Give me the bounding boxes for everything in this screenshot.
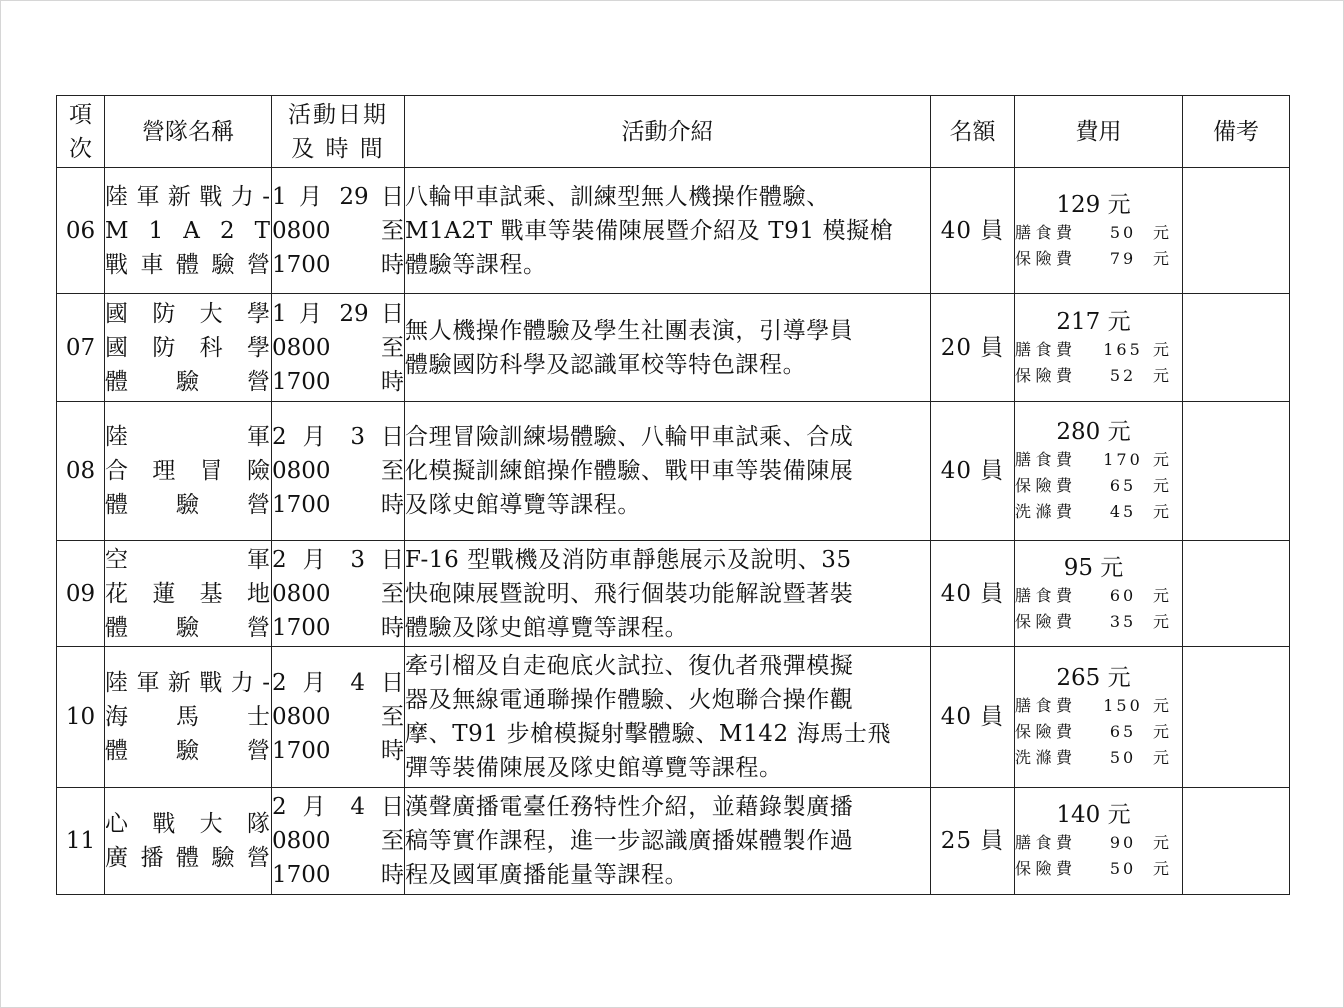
- fee-breakdown-line: [1015, 609, 1182, 635]
- camp-name-line: 國防大學: [105, 300, 271, 327]
- fee-breakdown-line: [1015, 363, 1182, 389]
- camp-name-line: 空 軍: [105, 546, 271, 573]
- camp-name-line: 體 驗 營: [105, 492, 271, 518]
- camp-name-line: 陸軍新戰力-: [105, 670, 271, 696]
- fee-label: 膳食費: [1015, 833, 1077, 852]
- fee-breakdown-line: [1015, 583, 1182, 609]
- fee-label: 保險費: [1015, 859, 1077, 878]
- header-date-line: 活動日期: [288, 101, 388, 128]
- date-time-line: 1700 時: [272, 492, 404, 518]
- remark-cell: [1183, 402, 1290, 541]
- description-line: 及隊史館導覽等課程。: [405, 492, 641, 518]
- table-row: [57, 168, 1290, 294]
- quota-cell: 40 員: [931, 541, 1015, 647]
- camp-name-cell: [105, 294, 272, 402]
- fee-total: 129 元: [1056, 191, 1131, 218]
- description-cell: [405, 168, 931, 294]
- fee-breakdown-line: [1015, 337, 1182, 363]
- quota-cell: 25 員: [931, 788, 1015, 895]
- fee-amount: 60: [1109, 585, 1137, 605]
- fee-cell: [1015, 788, 1183, 895]
- fee-label: 保險費: [1015, 365, 1077, 385]
- fee-breakdown-line: [1015, 856, 1182, 882]
- fee-label: 膳食費: [1015, 696, 1077, 715]
- description-cell: [405, 788, 931, 895]
- table-row: [57, 788, 1290, 895]
- date-time-line: 0800 至: [272, 580, 404, 607]
- description-line: 牽引榴及自走砲底火試拉、復仇者飛彈模擬: [405, 653, 854, 679]
- row-item-number: 10: [57, 647, 105, 788]
- date-time-line: 2 月 3 日: [272, 424, 404, 450]
- fee-label: 膳食費: [1015, 450, 1077, 469]
- description-line: 無人機操作體驗及學生社團表演，引導學員: [405, 317, 854, 344]
- camp-name-line: 陸 軍: [105, 424, 271, 450]
- date-time-cell: [272, 402, 405, 541]
- date-time-line: 1700 時: [272, 368, 404, 395]
- camp-name-line: 體 驗 營: [105, 368, 271, 395]
- fee-label: 洗滌費: [1015, 502, 1077, 521]
- table-body: [57, 168, 1290, 895]
- fee-amount: 90: [1109, 833, 1137, 852]
- description-line: 體驗及隊史館導覽等課程。: [405, 614, 689, 641]
- fee-amount: 52: [1109, 365, 1137, 385]
- table-row: [57, 541, 1290, 647]
- date-time-cell: [272, 541, 405, 647]
- description-line: F-16 型戰機及消防車靜態展示及說明、35: [405, 546, 852, 573]
- remark-cell: [1183, 647, 1290, 788]
- date-time-line: 1700 時: [272, 862, 404, 888]
- header-remark: 備考: [1183, 96, 1290, 168]
- date-time-line: 0800 至: [272, 334, 404, 361]
- description-line: 八輪甲車試乘、訓練型無人機操作體驗、: [405, 183, 830, 210]
- header-row: [57, 96, 1290, 168]
- fee-label: 膳食費: [1015, 222, 1077, 242]
- camp-name-line: 廣播體驗營: [105, 845, 271, 871]
- description-cell: [405, 294, 931, 402]
- header-item-no: [57, 96, 105, 168]
- camp-name-line: 體 驗 營: [105, 738, 271, 764]
- fee-unit: 元: [1153, 222, 1174, 242]
- camp-name-cell: [105, 402, 272, 541]
- fee-amount: 50: [1109, 748, 1137, 767]
- header-quota: 名額: [931, 96, 1015, 168]
- fee-total: 265 元: [1056, 665, 1131, 691]
- table-row: [57, 294, 1290, 402]
- description-line: 彈等裝備陳展及隊史館導覽等課程。: [405, 755, 783, 781]
- header-camp-name: 營隊名稱: [105, 96, 272, 168]
- remark-cell: [1183, 294, 1290, 402]
- row-item-number: 11: [57, 788, 105, 895]
- row-item-number: 06: [57, 168, 105, 294]
- description-line: 化模擬訓練館操作體驗、戰甲車等裝備陳展: [405, 458, 854, 484]
- fee-amount: 45: [1109, 502, 1137, 521]
- fee-cell: [1015, 402, 1183, 541]
- fee-breakdown-line: [1015, 693, 1182, 719]
- quota-cell: 40 員: [931, 168, 1015, 294]
- fee-amount: 50: [1109, 859, 1137, 878]
- table-row: [57, 647, 1290, 788]
- fee-unit: 元: [1153, 502, 1174, 521]
- fee-label: 保險費: [1015, 611, 1077, 631]
- date-time-line: 0800 至: [272, 458, 404, 484]
- fee-total: 217 元: [1056, 308, 1131, 335]
- date-time-line: 2 月 4 日: [272, 670, 404, 696]
- description-line: 體驗國防科學及認識軍校等特色課程。: [405, 351, 807, 378]
- camp-name-line: 花蓮基地: [105, 580, 271, 607]
- camp-name-cell: [105, 168, 272, 294]
- camp-name-line: 心戰大隊: [105, 811, 271, 837]
- description-line: 合理冒險訓練場體驗、八輪甲車試乘、合成: [405, 424, 854, 450]
- row-item-number: 07: [57, 294, 105, 402]
- description-cell: [405, 647, 931, 788]
- fee-breakdown-line: [1015, 220, 1182, 246]
- camp-name-line: 合理冒險: [105, 458, 271, 484]
- description-line: 快砲陳展暨說明、飛行個裝功能解說暨著裝: [405, 580, 854, 607]
- fee-amount: 50: [1109, 222, 1137, 242]
- fee-unit: 元: [1153, 748, 1174, 767]
- remark-cell: [1183, 788, 1290, 895]
- date-time-cell: [272, 168, 405, 294]
- date-time-line: 1700 時: [272, 251, 404, 278]
- camp-schedule-table: [56, 95, 1290, 895]
- date-time-line: 1 月 29 日: [272, 300, 404, 327]
- fee-total: 280 元: [1056, 419, 1131, 445]
- fee-label: 保險費: [1015, 248, 1077, 268]
- date-time-line: 1700 時: [272, 738, 404, 764]
- fee-unit: 元: [1153, 611, 1174, 631]
- fee-cell: [1015, 541, 1183, 647]
- fee-unit: 元: [1153, 365, 1174, 385]
- table-row: [57, 402, 1290, 541]
- header-fee: 費用: [1015, 96, 1183, 168]
- date-time-line: 0800 至: [272, 828, 404, 854]
- fee-breakdown-line: [1015, 246, 1182, 272]
- header-item-no-line: 項: [69, 101, 92, 128]
- date-time-cell: [272, 294, 405, 402]
- description-line: 摩、T91 步槍模擬射擊體驗、M142 海馬士飛: [405, 721, 892, 747]
- fee-breakdown-line: [1015, 830, 1182, 856]
- fee-amount: 79: [1109, 248, 1137, 268]
- fee-unit: 元: [1153, 476, 1174, 495]
- camp-name-line: 體 驗 營: [105, 614, 271, 641]
- camp-name-line: 戰車體驗營: [105, 251, 271, 278]
- fee-amount: 150: [1103, 696, 1143, 715]
- quota-cell: 40 員: [931, 647, 1015, 788]
- fee-unit: 元: [1153, 585, 1174, 605]
- fee-amount: 65: [1109, 722, 1137, 741]
- description-line: 體驗等課程。: [405, 251, 547, 278]
- fee-total: 140 元: [1056, 802, 1131, 828]
- remark-cell: [1183, 168, 1290, 294]
- table-header: [57, 96, 1290, 168]
- camp-name-line: M 1 A 2 T: [105, 217, 271, 244]
- description-line: 稿等實作課程，進一步認識廣播媒體製作過: [405, 828, 854, 854]
- fee-label: 保險費: [1015, 476, 1077, 495]
- fee-unit: 元: [1153, 339, 1174, 359]
- date-time-line: 2 月 4 日: [272, 794, 404, 820]
- fee-cell: [1015, 647, 1183, 788]
- fee-label: 膳食費: [1015, 339, 1077, 359]
- header-date-time: [272, 96, 405, 168]
- fee-breakdown-line: [1015, 499, 1182, 525]
- description-cell: [405, 541, 931, 647]
- fee-breakdown-line: [1015, 745, 1182, 771]
- fee-unit: 元: [1153, 859, 1174, 878]
- camp-name-cell: [105, 788, 272, 895]
- fee-unit: 元: [1153, 248, 1174, 268]
- date-time-line: 2 月 3 日: [272, 546, 404, 573]
- camp-name-line: 陸軍新戰力-: [105, 183, 271, 210]
- fee-unit: 元: [1153, 722, 1174, 741]
- fee-amount: 65: [1109, 476, 1137, 495]
- camp-name-line: 海 馬 士: [105, 704, 271, 730]
- remark-cell: [1183, 541, 1290, 647]
- fee-label: 保險費: [1015, 722, 1077, 741]
- description-line: 器及無線電通聯操作體驗、火炮聯合操作觀: [405, 687, 854, 713]
- header-date-line: 及 時 間: [291, 135, 385, 162]
- header-description: 活動介紹: [405, 96, 931, 168]
- fee-breakdown-line: [1015, 719, 1182, 745]
- fee-breakdown-line: [1015, 447, 1182, 473]
- description-cell: [405, 402, 931, 541]
- date-time-cell: [272, 788, 405, 895]
- date-time-line: 1700 時: [272, 614, 404, 641]
- fee-breakdown-line: [1015, 473, 1182, 499]
- date-time-line: 1 月 29 日: [272, 183, 404, 210]
- fee-cell: [1015, 168, 1183, 294]
- fee-cell: [1015, 294, 1183, 402]
- description-line: 漢聲廣播電臺任務特性介紹，並藉錄製廣播: [405, 794, 854, 820]
- fee-total: 95 元: [1063, 554, 1124, 581]
- fee-unit: 元: [1153, 696, 1174, 715]
- fee-amount: 170: [1103, 450, 1143, 469]
- camp-name-cell: [105, 647, 272, 788]
- row-item-number: 09: [57, 541, 105, 647]
- fee-unit: 元: [1153, 833, 1174, 852]
- camp-name-cell: [105, 541, 272, 647]
- camp-name-line: 國防科學: [105, 334, 271, 361]
- description-line: M1A2T 戰車等裝備陳展暨介紹及 T91 模擬槍: [405, 217, 894, 244]
- fee-amount: 165: [1103, 339, 1143, 359]
- fee-label: 洗滌費: [1015, 748, 1077, 767]
- row-item-number: 08: [57, 402, 105, 541]
- quota-cell: 40 員: [931, 402, 1015, 541]
- description-line: 程及國軍廣播能量等課程。: [405, 862, 689, 888]
- fee-unit: 元: [1153, 450, 1174, 469]
- date-time-line: 0800 至: [272, 217, 404, 244]
- date-time-cell: [272, 647, 405, 788]
- header-item-no-line: 次: [69, 135, 92, 162]
- quota-cell: 20 員: [931, 294, 1015, 402]
- fee-label: 膳食費: [1015, 585, 1077, 605]
- fee-amount: 35: [1109, 611, 1137, 631]
- date-time-line: 0800 至: [272, 704, 404, 730]
